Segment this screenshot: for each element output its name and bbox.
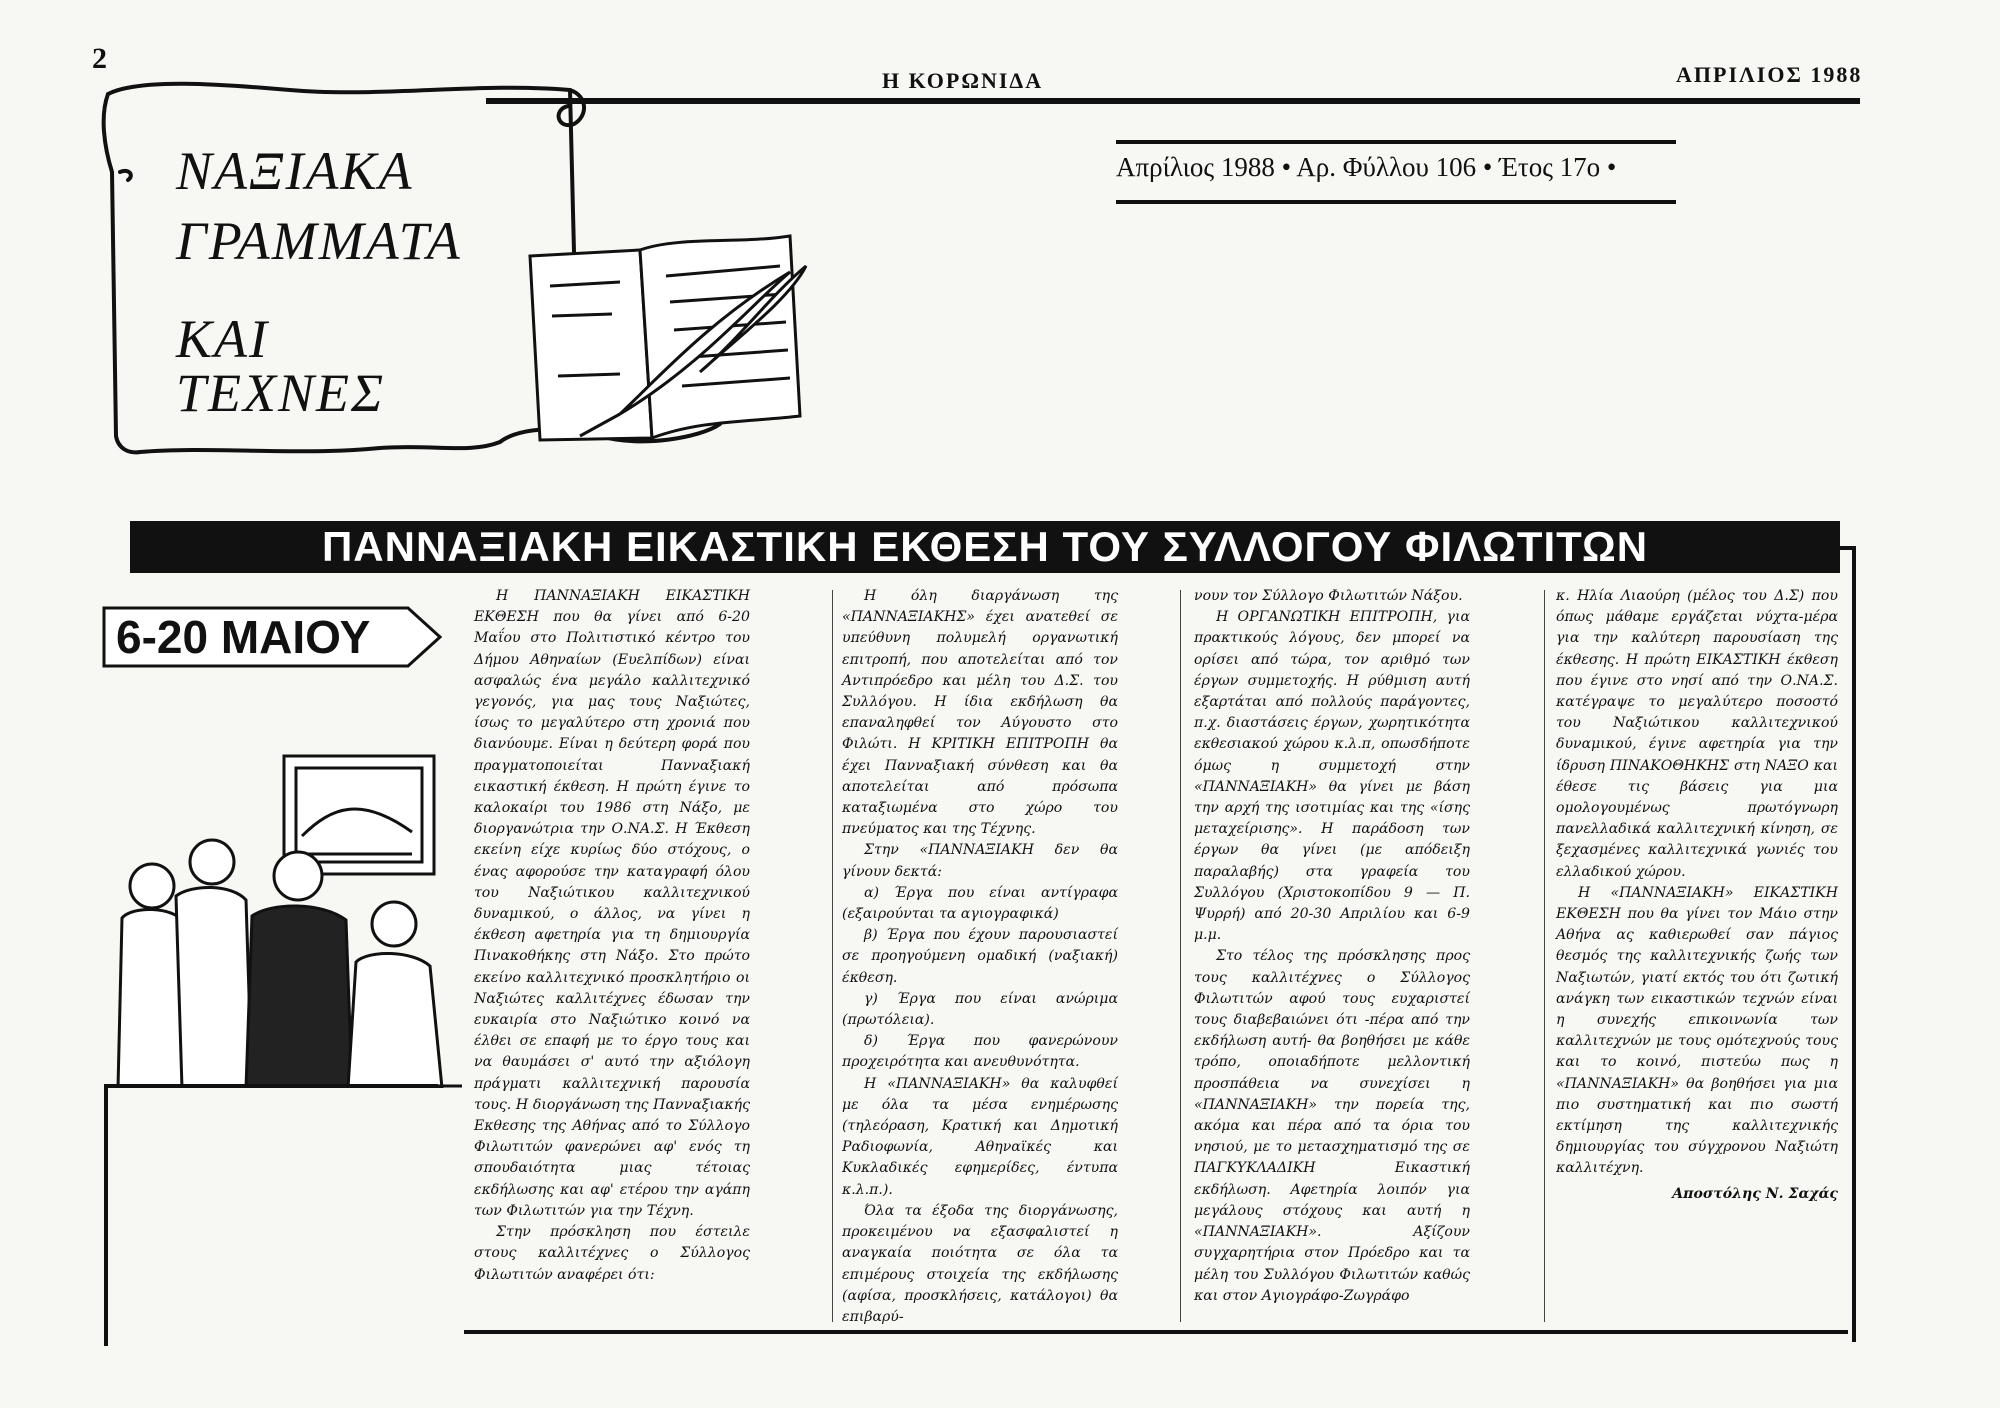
paragraph: Η ΠΑΝΝΑΞΙΑΚΗ ΕΙΚΑΣΤΙΚΗ ΕΚΘΕΣΗ που θα γίνει από 6-20 Μαΐου στο Πολιτιστικό κέντρο του Δήμου Αθηναίων (Ευελπίδων) είναι ασφαλώς ένα μεγάλο καλλιτεχνικό γεγονός, για μας τους Ναξιώτες, ίσως το μεγαλύτερο στη χρονιά που διανύουμε. Είναι η δεύτερη φορά που πραγματοποιείται Πανναξιακή εικαστική έκθεση. Η πρώτη έγινε το καλοκαίρι του 1986 στη Νάξο, με διοργανώτρια την Ο.ΝΑ.Σ. Η Έκθεση εκείνη είχε κυρίως δύο στόχους, ο ένας αφορούσε την καταγραφή όλου του Ναξιώτικου καλλιτεχνικού δυναμικού, ο άλλος, να γίνει η έκθεση αφετηρία για τη δημιουργία Πινακοθήκης στη Νάξο. Στο πρώτο εκείνο καλλιτεχνικό προσκλητήριο οι Ναξιώτες καλλιτέχνες έδωσαν την ευκαιρία στο Ναξιώτικο κοινό να έλθει σε επαφή με το έργο τους και να θαυμάσει σ' αυτό την αξιόλογη πράγματι καλλιτεχνική παρουσία τους. Η διοργάνωση της Πανναξιακής Εκθεσης της Αθήνας από το Σύλλογο Φιλωτιτών φανερώνει αφ' ενός τη σπουδαιότητα μιας τέτοιας εκδήλωσης και αφ' ετέρου την αγάπη των Φιλωτιτών για την Τέχνη. bbox=[474, 588, 750, 1219]
section-banner-scroll bbox=[100, 76, 850, 472]
banner-line-1: ΝΑΞΙΑΚΑ bbox=[176, 141, 414, 201]
paragraph: Η «ΠΑΝΝΑΞΙΑΚΗ» θα καλυφθεί με όλα τα μέσα ενημέρωσης (τηλεόραση, Κρατική και Δημοτική Ραδιοφωνία, Αθηναϊκές και Κυκλαδικές εφημερίδες, έντυπα κ.λ.π.). bbox=[842, 1075, 1118, 1198]
banner-line-3: ΚΑΙ bbox=[176, 309, 269, 369]
article-column-4 bbox=[1556, 586, 1838, 1205]
masthead: Η ΚΟΡΩΝΙΔΑ bbox=[882, 68, 1044, 93]
paragraph: νουν τον Σύλλογο Φιλωτιτών Νάξου. bbox=[1194, 588, 1463, 604]
list-item: δ) Έργα που φανερώνουν προχειρότητα και ανευθυνότητα. bbox=[842, 1033, 1118, 1071]
page-number: 2 bbox=[92, 42, 109, 75]
article-column-3 bbox=[1194, 586, 1470, 1307]
issue-line: Απρίλιος 1988 • Αρ. Φύλλου 106 • Έτος 17ο • bbox=[1116, 152, 1617, 182]
footer-rule bbox=[464, 1330, 1848, 1334]
article-headline: ΠΑΝΝΑΞΙΑΚΗ ΕΙΚΑΣΤΙΚΗ ΕΚΘΕΣΗ ΤΟΥ ΣΥΛΛΟΓΟΥ ΦΙΛΩΤΙΤΩΝ bbox=[130, 521, 1840, 573]
column-rule bbox=[1544, 590, 1545, 1322]
frame-rule-right bbox=[1844, 546, 1856, 1342]
banner-line-2: ΓΡΑΜΜΑΤΑ bbox=[176, 211, 462, 271]
banner-line-4: ΤΕΧΝΕΣ bbox=[176, 363, 386, 423]
list-item: γ) Έργα που είναι ανώριμα (πρωτόλεια). bbox=[842, 990, 1118, 1029]
gallery-visitors-illustration bbox=[112, 736, 462, 1088]
paragraph: κ. Ηλία Λιαούρη (μέλος του Δ.Σ) που όπως μάθαμε εργάζεται νύχτα-μέρα για την καλύτερη παρουσίαση της έκθεσης. Η πρώτη ΕΙΚΑΣΤΙΚΗ έκθεση που έγινε στο νησί από την Ο.ΝΑ.Σ. κατέγραψε το μεγαλύτερο ποσοστό του Ναξιώτικου καλλιτεχνικού δυναμικού, έγινε αφετηρία για την ίδρυση ΠΙΝΑΚΟΘΗΚΗΣ στη ΝΑΞΟ και έθεσε τις βάσεις για μια ομολογουμένως πρωτόγνωρη πανελλαδικά καλλιτεχνική κίνηση, σε ξεχασμένες καλλιτεχνικά γωνιές του ελλαδικού χώρου. bbox=[1556, 588, 1838, 880]
issue-rule-bottom bbox=[1116, 200, 1676, 204]
column-rule bbox=[1180, 590, 1181, 1322]
paragraph: Η «ΠΑΝΝΑΞΙΑΚΗ» ΕΙΚΑΣΤΙΚΗ ΕΚΘΕΣΗ που θα γίνει τον Μάιο στην Αθήνα ας καθιερωθεί σαν πάγιος θεσμός της καλλιτεχνικής ζωής των Ναξιωτών, γιατί εκτός του ότι ζωτική ανάγκη των εικαστικών τεχνών είναι η συνεχής επικοινωνία των καλλιτεχνών με τους ομότεχνούς τους και το κοινό, πιστεύω πως η «ΠΑΝΝΑΞΙΑΚΗ» θα βοηθήσει για μια πιο συστηματική και πιο σωστή εκτίμηση της καλλιτεχνικής δημιουργίας του σύγχρονου Ναξιώτη καλλιτέχνη. bbox=[1556, 884, 1838, 1177]
issue-rule-top bbox=[1116, 140, 1676, 144]
paragraph: Στην «ΠΑΝΝΑΞΙΑΚΗ δεν θα γίνουν δεκτά: bbox=[842, 842, 1118, 880]
date-badge-text: 6-20 ΜΑΙΟΥ bbox=[116, 611, 371, 663]
list-item: β) Έργα που έχουν παρουσιαστεί σε προηγούμενη ομαδική (ναξιακή) έκθεση. bbox=[842, 927, 1118, 986]
list-item: α) Έργα που είναι αντίγραφα (εξαιρούνται τα αγιογραφικά) bbox=[842, 884, 1118, 923]
paragraph: Η ΟΡΓΑΝΩΤΙΚΗ ΕΠΙΤΡΟΠΗ, για πρακτικούς λόγους, δεν μπορεί να ορίσει από τώρα, τον αριθμό των έργων συμμετοχής. Η ρύθμιση αυτή εξαρτάται από πολλούς παράγοντες, π.χ. διαστάσεις έργων, χωρητικότητα εκθεσιακού χώρου κ.λ.π, οπωσδήποτε όμως η συμμετοχή στην «ΠΑΝΝΑΞΙΑΚΗ» θα γίνει με βάση την αρχή της ισοτιμίας και της «ίσης μεταχείρισης». Η παράδοση των έργων θα γίνει (με απόδειξη παραλαβής) στα γραφεία του Συλλόγου (Χριστοκοπίδου 9 — Π. Ψυρρή) από 20-30 Απριλίου και 6-9 μ.μ. bbox=[1194, 609, 1470, 944]
author-signature: Αποστόλης Ν. Σαχάς bbox=[1672, 1185, 1838, 1202]
header-date: ΑΠΡΙΛΙΟΣ 1988 bbox=[1676, 62, 1863, 87]
paragraph: Η όλη διαργάνωση της «ΠΑΝΝΑΞΙΑΚΗΣ» έχει ανατεθεί σε υπεύθυνη πολυμελή οργανωτική επιτροπή, που αποτελείται από τον Αντιπρόεδρο και μέλη του Δ.Σ. του Συλλόγου. Η ίδια εκδήλωση θα επαναληφθεί τον Αύγουστο στο Φιλώτι. Η ΚΡΙΤΙΚΗ ΕΠΙΤΡΟΠΗ θα έχει Πανναξιακή σύνθεση και θα αποτελείται από πρόσωπα καταξιωμένα στο χώρο του πνεύματος και της Τέχνης. bbox=[842, 588, 1118, 838]
article-column-1 bbox=[474, 586, 750, 1286]
paragraph: Όλα τα έξοδα της διοργάνωσης, προκειμένου να εξασφαλιστεί η αναγκαία ποιότητα σε όλα τα επιμέρους στοιχεία της εκδήλωσης (αφίσα, προσκλήσεις, κατάλογοι) θα επιβαρύ- bbox=[842, 1202, 1118, 1325]
article-column-2 bbox=[842, 586, 1118, 1328]
paragraph: Στο τέλος της πρόσκλησης προς τους καλλιτέχνες ο Σύλλογος Φιλωτιτών αφού τους ευχαριστεί τους διαβεβαιώνει ότι -πέρα από την εκδήλωση αυτή- θα βοηθήσει με κάθε τρόπο, οποιαδήποτε μελλοντική προσπάθεια να συνεχίσει η «ΠΑΝΝΑΞΙΑΚΗ» την πορεία της, ακόμα και πέρα από τα όρια του νησιού, με το μετασχηματισμό της σε ΠΑΓΚΥΚΛΑΔΙΚΗ Εικαστική εκδήλωση. Αφετηρία λοιπόν για μεγάλους στόχους και αυτή η «ΠΑΝΝΑΞΙΑΚΗ». Αξίζουν συγχαρητήρια στον Πρόεδρο και τα μέλη του Συλλόγου Φιλωτιτών καθώς και στον Αγιογράφο-Ζωγράφο bbox=[1194, 948, 1470, 1304]
column-rule bbox=[832, 590, 833, 1322]
paragraph: Στην πρόσκληση που έστειλε στους καλλιτέχνες ο Σύλλογος Φιλωτιτών αναφέρει ότι: bbox=[474, 1224, 750, 1283]
empty-frame bbox=[104, 1084, 438, 1346]
